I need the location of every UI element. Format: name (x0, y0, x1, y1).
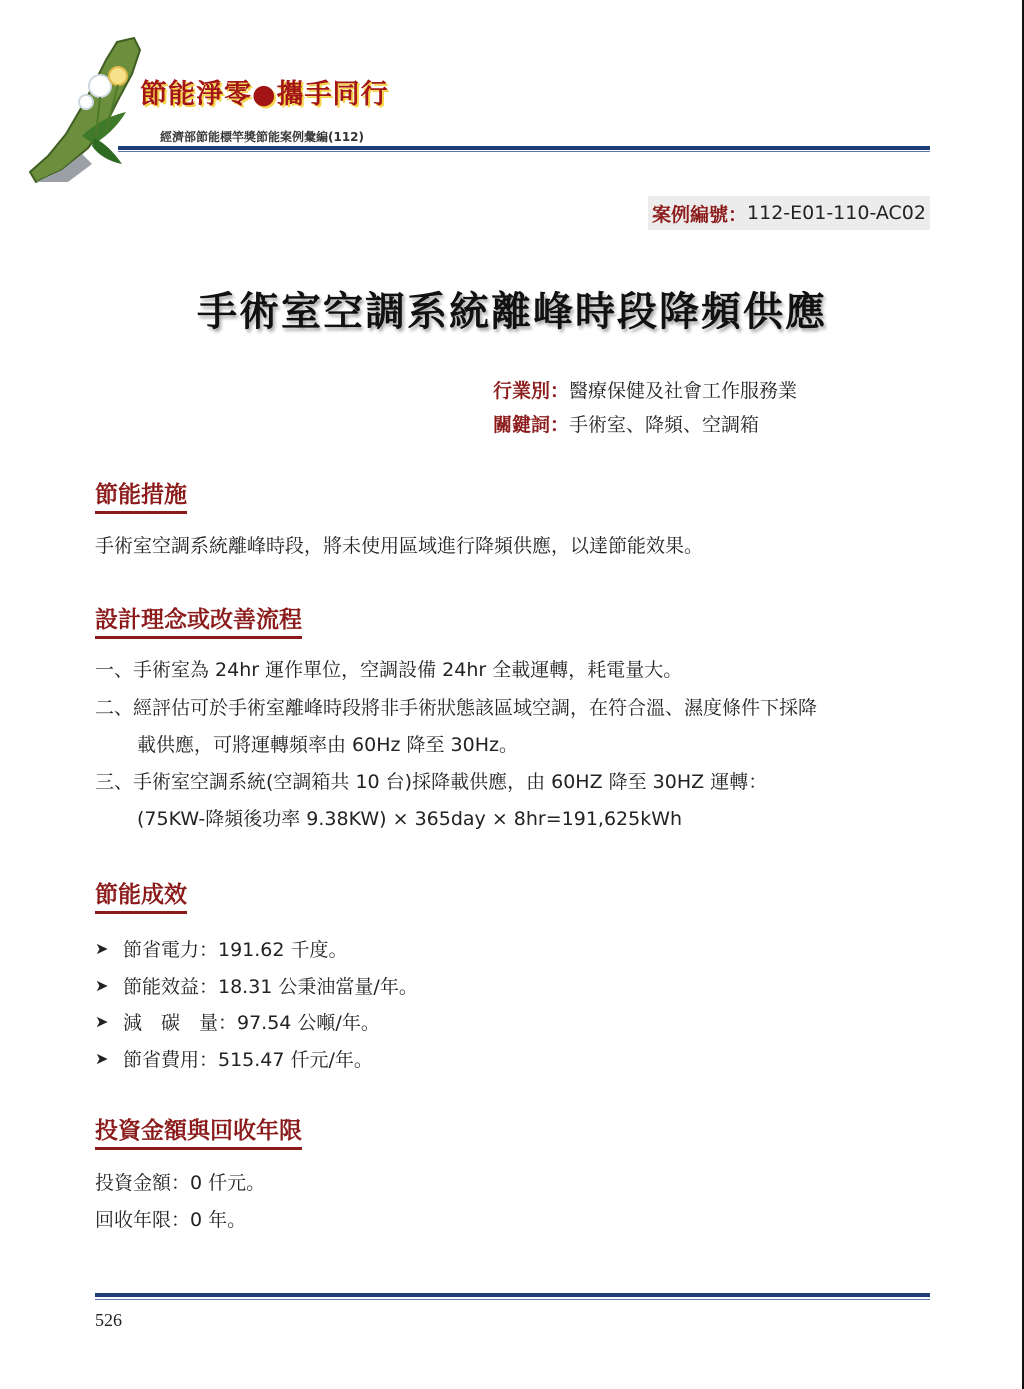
design-line: 載供應，可將運轉頻率由 60Hz 降至 30Hz。 (137, 734, 518, 756)
payback-line: 回收年限：0 年。 (95, 1209, 247, 1231)
keywords-row (493, 410, 759, 437)
header-rule (118, 146, 930, 150)
design-line: 三、手術室空調系統(空調箱共 10 台)採降載供應，由 60HZ 降至 30HZ 運轉： (95, 771, 768, 793)
case-number-value: 112-E01-110-AC02 (747, 202, 926, 224)
section-title-investment: 投資金額與回收年限 (95, 1112, 302, 1150)
brand-subtitle: 經濟部節能標竿獎節能案例彙編(112) (160, 130, 365, 144)
industry-row (493, 376, 797, 403)
header-rule-thin (118, 151, 930, 152)
measures-text: 手術室空調系統離峰時段，將未使用區域進行降頻供應，以達節能效果。 (95, 535, 704, 557)
list-item (95, 1045, 373, 1072)
taiwan-dandelion-logo-icon (22, 36, 162, 186)
page-title: 手術室空調系統離峰時段降頻供應 (197, 289, 827, 335)
list-item (95, 972, 418, 999)
section-title-measures: 節能措施 (95, 476, 187, 514)
design-line: 一、手術室為 24hr 運作單位，空調設備 24hr 全載運轉，耗電量大。 (95, 659, 683, 681)
arrow-bullet-icon: ➤ (95, 1012, 109, 1031)
design-line: 二、經評估可於手術室離峰時段將非手術狀態該區域空調，在符合溫、濕度條件下採降 (95, 697, 818, 719)
section-title-design: 設計理念或改善流程 (95, 601, 302, 639)
industry-value: 醫療保健及社會工作服務業 (569, 380, 798, 402)
keywords-value: 手術室、降頻、空調箱 (569, 414, 760, 436)
case-number-box (648, 196, 930, 230)
investment-line: 投資金額：0 仟元。 (95, 1172, 266, 1194)
arrow-bullet-icon: ➤ (95, 939, 109, 958)
brand-title: 節能淨零●攜手同行 (140, 79, 389, 110)
arrow-bullet-icon: ➤ (95, 976, 109, 995)
result-text: 減 碳 量：97.54 公噸/年。 (123, 1012, 380, 1034)
section-title-results: 節能成效 (95, 876, 187, 914)
list-item (95, 1008, 380, 1035)
list-item (95, 935, 348, 962)
footer-rule (95, 1293, 930, 1297)
footer-rule-thin (95, 1299, 930, 1300)
industry-label: 行業別： (493, 380, 570, 402)
design-line: (75KW-降頻後功率 9.38KW) × 365day × 8hr=191,625kWh (137, 808, 683, 830)
result-text: 節能效益：18.31 公秉油當量/年。 (123, 976, 418, 998)
arrow-bullet-icon: ➤ (95, 1049, 109, 1068)
result-text: 節省電力：191.62 千度。 (123, 939, 348, 961)
case-number-label: 案例編號： (652, 203, 748, 226)
page-number: 526 (95, 1310, 122, 1330)
result-text: 節省費用：515.47 仟元/年。 (123, 1049, 373, 1071)
keywords-label: 關鍵詞： (493, 414, 570, 436)
